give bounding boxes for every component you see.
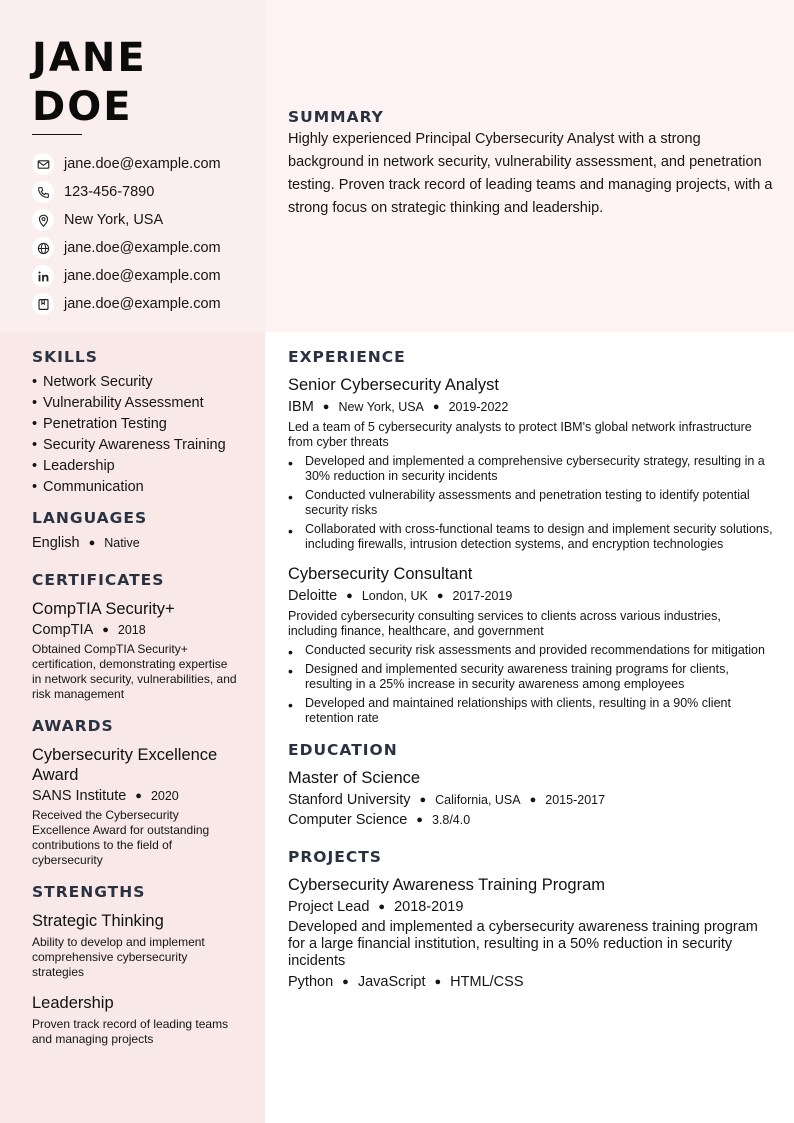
separator-dot: ● xyxy=(346,590,353,603)
separator-dot: ● xyxy=(322,401,330,414)
language-item xyxy=(32,535,237,551)
tech-item: JavaScript xyxy=(357,974,426,990)
education-dates: 2015-2017 xyxy=(545,793,606,807)
project-tech xyxy=(288,974,773,990)
skill-item: • Vulnerability Assessment xyxy=(32,395,237,412)
summary-section xyxy=(288,108,773,220)
strengths-title: STRENGTHS xyxy=(32,883,146,901)
job-role: Cybersecurity Consultant xyxy=(288,565,473,583)
strength-description: Proven track record of leading teams and managing projects xyxy=(32,1017,229,1046)
mail-icon xyxy=(32,153,54,175)
summary-title: SUMMARY xyxy=(288,108,384,126)
job-role: Senior Cybersecurity Analyst xyxy=(288,376,499,394)
education-field: Computer Science xyxy=(288,812,408,828)
strength-name: Strategic Thinking xyxy=(32,912,164,930)
education-item xyxy=(288,768,773,828)
job-achievements xyxy=(288,643,773,726)
experience-section xyxy=(288,348,773,726)
certificate-description: Obtained CompTIA Security+ certification, demonstrating expertise in network security, vulnerabilities, and risk management xyxy=(32,642,237,701)
separator-dot: ● xyxy=(88,537,96,550)
separator-dot: ● xyxy=(529,794,537,807)
name-divider xyxy=(32,134,82,135)
awards-section xyxy=(32,717,237,868)
skill-item: • Network Security xyxy=(32,374,237,391)
certificate-year: 2018 xyxy=(117,623,146,637)
job-company: Deloitte xyxy=(288,588,338,604)
education-section xyxy=(288,741,773,828)
separator-dot: ● xyxy=(416,814,423,827)
education-meta xyxy=(288,792,773,808)
award-year: 2020 xyxy=(150,789,179,803)
language-name: English xyxy=(32,535,80,551)
contact-portfolio[interactable] xyxy=(32,290,221,318)
award-description: Received the Cybersecurity Excellence Award for outstanding contributions to the field of cybersecurity xyxy=(32,808,210,867)
languages-title: LANGUAGES xyxy=(32,509,148,527)
job-meta xyxy=(288,588,773,604)
projects-title: PROJECTS xyxy=(288,848,382,866)
contact-phone[interactable] xyxy=(32,178,221,206)
project-description: Developed and implemented a cybersecurity awareness training program for a large financial institution, resulting in a 50% reduction in security incidents xyxy=(288,919,758,969)
strength-name: Leadership xyxy=(32,994,114,1012)
separator-dot: ● xyxy=(432,401,440,414)
bookmark-icon xyxy=(32,293,54,315)
strengths-section xyxy=(32,883,237,1047)
project-name: Cybersecurity Awareness Training Program xyxy=(288,876,605,894)
education-gpa: 3.8/4.0 xyxy=(431,813,471,827)
separator-dot: ● xyxy=(434,976,442,989)
contact-website-text: jane.doe@example.com xyxy=(64,240,221,256)
separator-dot: ● xyxy=(419,794,427,807)
globe-icon xyxy=(32,237,54,259)
job-company: IBM xyxy=(288,399,314,415)
separator-dot: ● xyxy=(436,590,444,603)
certificates-title: CERTIFICATES xyxy=(32,571,165,589)
education-degree: Master of Science xyxy=(288,769,421,787)
contact-portfolio-text: jane.doe@example.com xyxy=(64,296,221,312)
skill-item: • Security Awareness Training xyxy=(32,437,237,454)
certificate-item xyxy=(32,599,237,702)
linkedin-icon xyxy=(32,265,54,287)
certificate-issuer: CompTIA xyxy=(32,622,94,638)
certificate-name: CompTIA Security+ xyxy=(32,600,175,618)
skills-list xyxy=(32,374,237,496)
award-item xyxy=(32,745,237,868)
job-dates: 2019-2022 xyxy=(448,400,509,414)
achievement-item: • Designed and implemented security awareness training programs for clients, resulting in a 25% increase in security awareness among employees xyxy=(288,662,773,692)
education-title: EDUCATION xyxy=(288,741,398,759)
certificates-section xyxy=(32,571,237,702)
last-name: DOE xyxy=(32,84,133,130)
certificate-meta xyxy=(32,622,237,638)
contact-linkedin[interactable] xyxy=(32,262,221,290)
tech-item: Python xyxy=(288,974,334,990)
award-issuer: SANS Institute xyxy=(32,788,127,804)
education-location: California, USA xyxy=(435,793,521,807)
project-meta xyxy=(288,899,773,915)
job-item xyxy=(288,564,773,726)
achievement-item: • Developed and implemented a comprehensive cybersecurity strategy, resulting in a 30% reduction in security incidents xyxy=(288,454,773,484)
separator-dot: ● xyxy=(135,790,142,803)
separator-dot: ● xyxy=(342,976,349,989)
strength-item xyxy=(32,911,237,980)
contact-location xyxy=(32,206,221,234)
first-name: JANE xyxy=(32,35,147,81)
awards-title: AWARDS xyxy=(32,717,114,735)
skills-title: SKILLS xyxy=(32,348,98,366)
sidebar-content xyxy=(32,348,237,1047)
contact-email-text: jane.doe@example.com xyxy=(64,156,221,172)
skill-item: • Communication xyxy=(32,479,237,496)
contact-email[interactable] xyxy=(32,150,221,178)
language-level: Native xyxy=(104,536,140,550)
location-icon xyxy=(32,209,54,231)
job-location: London, UK xyxy=(361,589,428,603)
achievement-item: • Collaborated with cross-functional teams to design and implement security solutions, including firewalls, intrusion detection systems, and encryption technologies xyxy=(288,522,773,552)
separator-dot: ● xyxy=(378,901,386,914)
contact-list xyxy=(32,150,221,318)
achievement-item: • Developed and maintained relationships with clients, resulting in a 90% client retention rate xyxy=(288,696,773,726)
contact-location-text: New York, USA xyxy=(64,212,164,228)
summary-text: Highly experienced Principal Cybersecurity Analyst with a strong background in network security, vulnerability assessment, and penetration testing. Proven track record of leading teams and managing projects, with a strong focus on strategic thinking and leadership. xyxy=(288,131,773,216)
project-role: Project Lead xyxy=(288,899,370,915)
education-field-meta xyxy=(288,812,773,828)
project-dates: 2018-2019 xyxy=(394,899,464,915)
job-description: Led a team of 5 cybersecurity analysts to protect IBM's global network infrastructure from cyber threats xyxy=(288,420,752,449)
languages-section xyxy=(32,509,237,551)
job-location: New York, USA xyxy=(338,400,424,414)
skill-item: • Penetration Testing xyxy=(32,416,237,433)
projects-section xyxy=(288,848,773,990)
skills-section xyxy=(32,348,237,496)
contact-phone-text: 123-456-7890 xyxy=(64,184,155,200)
award-meta xyxy=(32,788,237,804)
achievement-item: • Conducted security risk assessments and provided recommendations for mitigation xyxy=(288,643,773,658)
job-achievements xyxy=(288,454,773,552)
project-item xyxy=(288,875,773,990)
skill-item: • Leadership xyxy=(32,458,237,475)
job-description: Provided cybersecurity consulting services to clients across various industries, including finance, healthcare, and government xyxy=(288,609,721,638)
award-name: Cybersecurity Excellence Award xyxy=(32,746,218,784)
achievement-item: • Conducted vulnerability assessments and penetration testing to identify potential security risks xyxy=(288,488,773,518)
job-meta xyxy=(288,399,773,415)
job-dates: 2017-2019 xyxy=(452,589,513,603)
candidate-name xyxy=(32,34,252,132)
tech-item: HTML/CSS xyxy=(450,974,524,990)
job-item xyxy=(288,375,773,552)
strength-description: Ability to develop and implement comprehensive cybersecurity strategies xyxy=(32,935,205,979)
strength-item xyxy=(32,993,237,1047)
contact-website[interactable] xyxy=(32,234,221,262)
contact-linkedin-text: jane.doe@example.com xyxy=(64,268,221,284)
education-school: Stanford University xyxy=(288,792,411,808)
main-content xyxy=(288,348,773,990)
phone-icon xyxy=(32,181,54,203)
separator-dot: ● xyxy=(102,624,109,637)
experience-title: EXPERIENCE xyxy=(288,348,406,366)
